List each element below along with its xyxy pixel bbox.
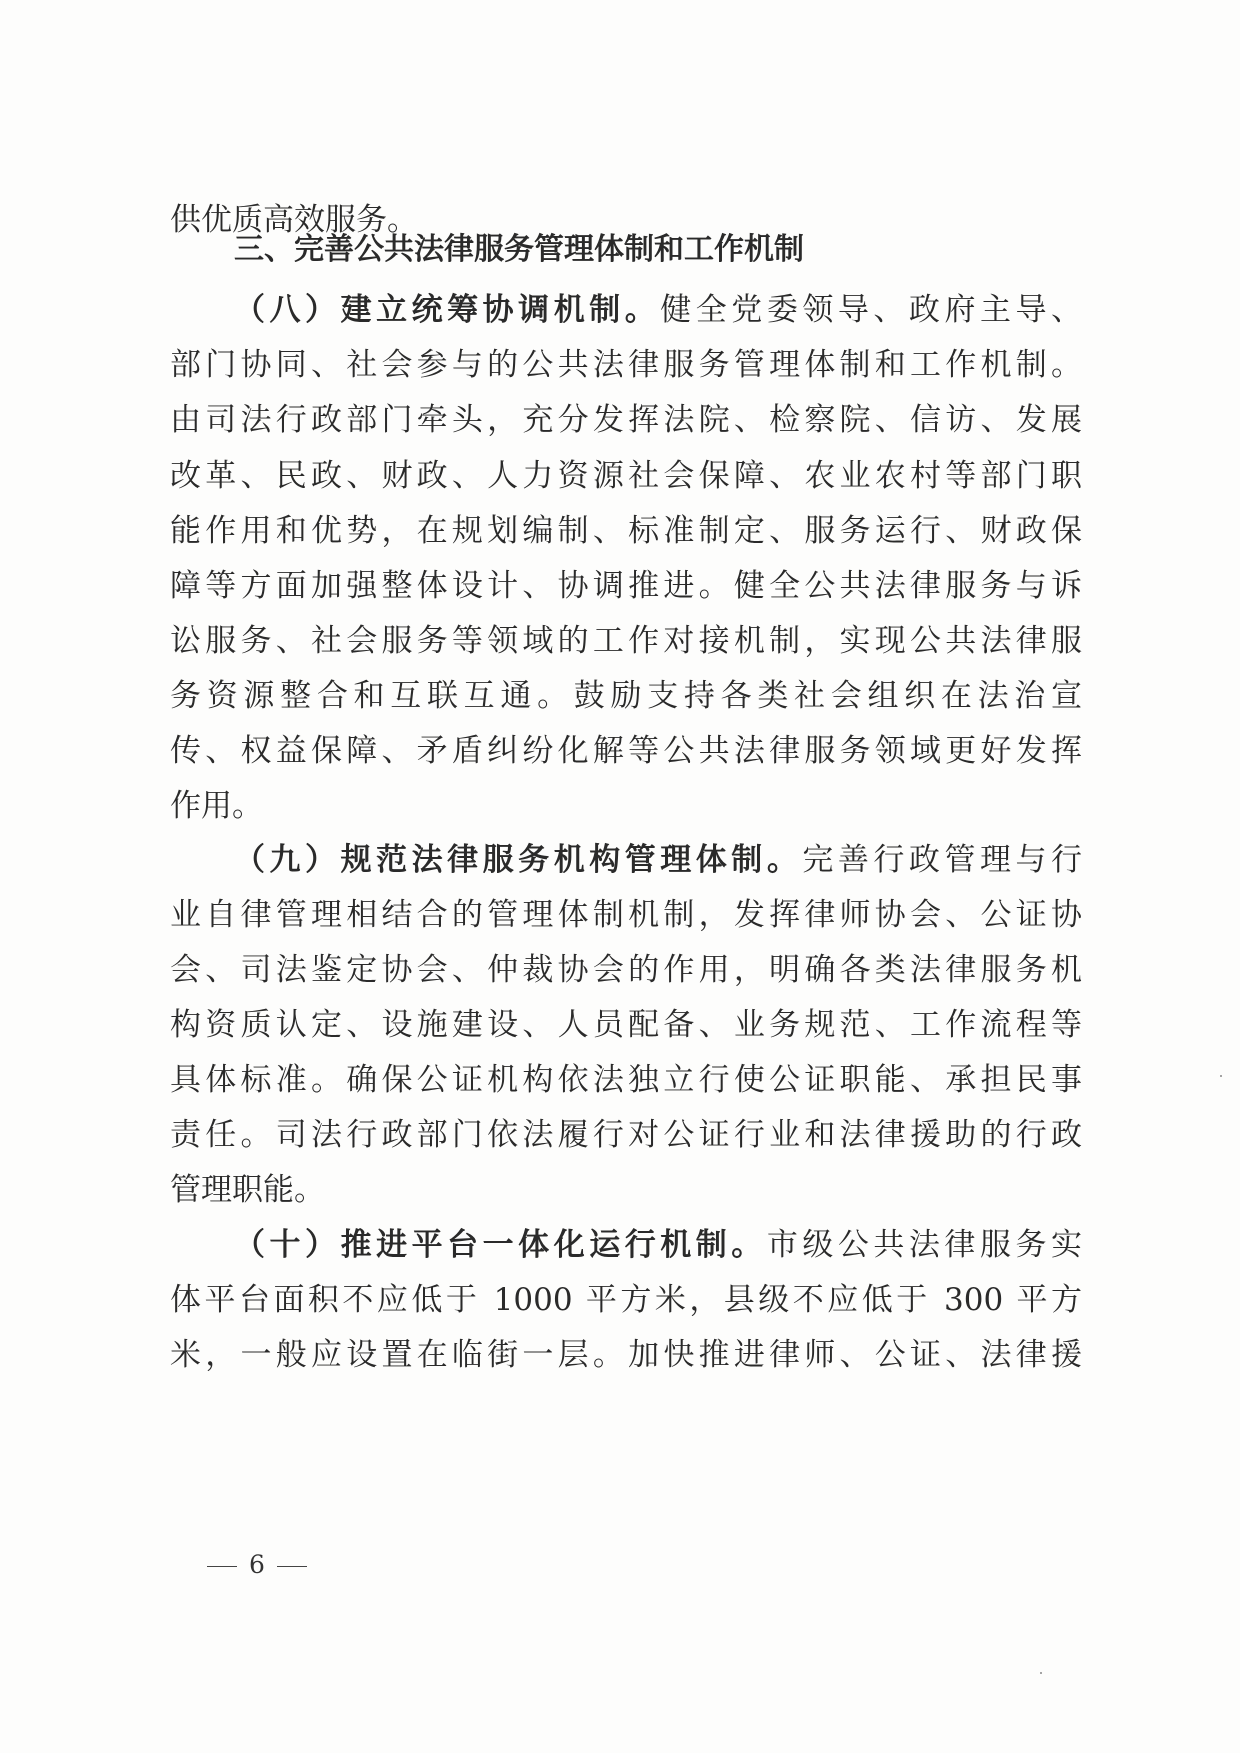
paragraph-title: （十）推进平台一体化运行机制。 — [234, 1227, 767, 1263]
footer-dash-right — [277, 1566, 307, 1567]
scan-speck — [1220, 1075, 1222, 1077]
paragraph-lead-line — [234, 280, 1082, 340]
paragraph-text: 健全党委领导、政府主导、 — [660, 292, 1083, 328]
footer-dash-left — [207, 1566, 237, 1567]
text-line: 能作用和优势，在规划编制、标准制定、服务运行、财政保 — [170, 513, 1082, 549]
text-line: 体平台面积不应低于 1000 平方米，县级不应低于 300 平方 — [170, 1282, 1082, 1318]
paragraph-text: 市级公共法律服务实 — [766, 1227, 1083, 1263]
page-number: 6 — [249, 1550, 265, 1579]
text-line: 具体标准。确保公证机构依法独立行使公证职能、承担民事 — [170, 1062, 1082, 1098]
text-line: 部门协同、社会参与的公共法律服务管理体制和工作机制。 — [170, 347, 1082, 383]
text-line: 业自律管理相结合的管理体制机制，发挥律师协会、公证协 — [170, 897, 1082, 933]
text-line: 米，一般应设置在临街一层。加快推进律师、公证、法律援 — [170, 1337, 1082, 1373]
section-heading: 三、完善公共法律服务管理体制和工作机制 — [234, 232, 804, 267]
paragraph-text: 完善行政管理与行 — [802, 842, 1083, 878]
paragraph-lead-line — [234, 830, 1082, 890]
text-line: 务资源整合和互联互通。鼓励支持各类社会组织在法治宣 — [170, 678, 1082, 714]
text-line: 管理职能。 — [170, 1172, 325, 1208]
text-line: 传、权益保障、矛盾纠纷化解等公共法律服务领域更好发挥 — [170, 733, 1082, 769]
text-line: 构资质认定、设施建设、人员配备、业务规范、工作流程等 — [170, 1007, 1082, 1043]
text-line: 改革、民政、财政、人力资源社会保障、农业农村等部门职 — [170, 458, 1082, 494]
scan-speck — [1040, 1672, 1042, 1674]
text-line: 供优质高效服务。 — [170, 202, 418, 238]
text-line: 讼服务、社会服务等领域的工作对接机制，实现公共法律服 — [170, 623, 1082, 659]
paragraph-title: （九）规范法律服务机构管理体制。 — [234, 842, 803, 878]
text-line: 责任。司法行政部门依法履行对公证行业和法律援助的行政 — [170, 1117, 1082, 1153]
text-line: 由司法行政部门牵头，充分发挥法院、检察院、信访、发展 — [170, 402, 1082, 438]
text-line: 障等方面加强整体设计、协调推进。健全公共法律服务与诉 — [170, 568, 1082, 604]
paragraph-lead-line — [234, 1215, 1082, 1275]
paragraph-title: （八）建立统筹协调机制。 — [234, 292, 661, 328]
text-line: 作用。 — [170, 788, 263, 824]
page-footer — [195, 1545, 319, 1585]
text-line: 会、司法鉴定协会、仲裁协会的作用，明确各类法律服务机 — [170, 952, 1082, 988]
